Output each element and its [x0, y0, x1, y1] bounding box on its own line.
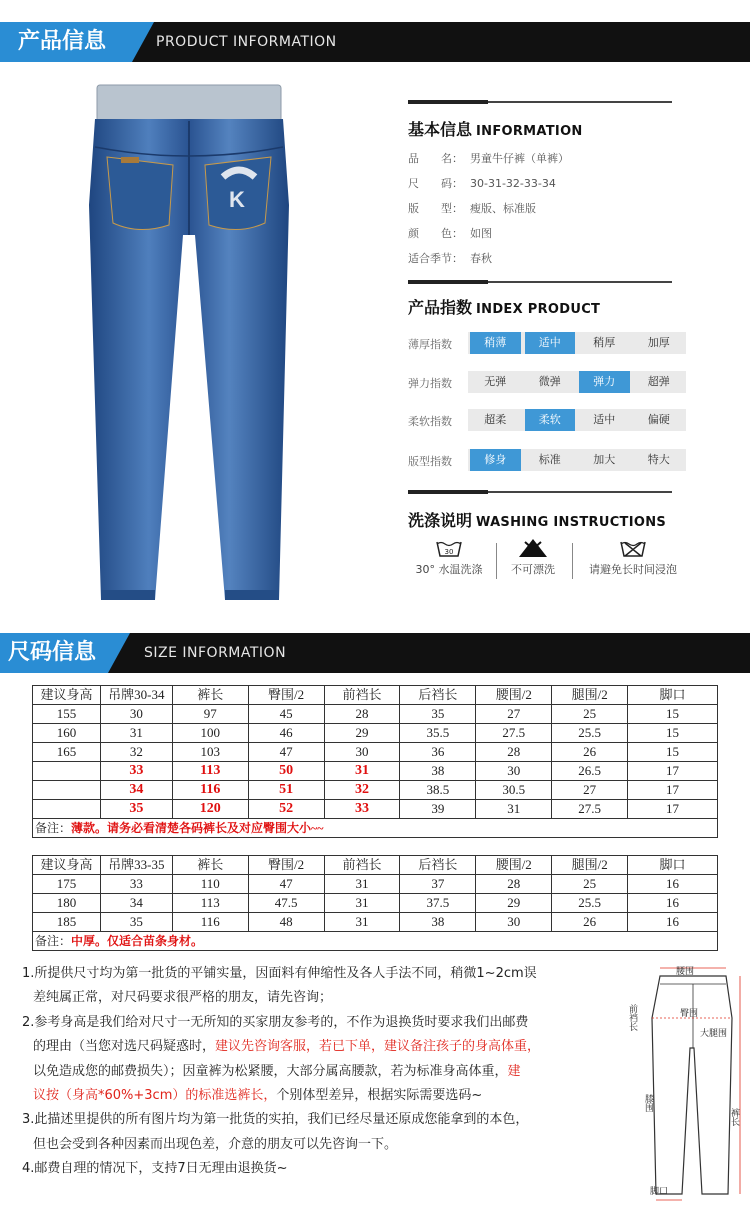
diagram-knee-label: 膝围	[643, 1094, 653, 1112]
table-header-cell: 建议身高	[33, 686, 101, 705]
table-cell: 113	[172, 894, 248, 913]
table-cell: 28	[476, 743, 552, 762]
index-row	[408, 332, 690, 354]
table-row	[33, 762, 718, 781]
table-header-cell: 后裆长	[400, 856, 476, 875]
table-header-cell: 裤长	[172, 686, 248, 705]
table-cell: 116	[172, 913, 248, 932]
table-cell: 30.5	[476, 781, 552, 800]
table-cell: 33	[100, 762, 172, 781]
table-cell: 38.5	[400, 781, 476, 800]
table-note-row	[33, 932, 718, 951]
table-row	[33, 781, 718, 800]
table-cell: 113	[172, 762, 248, 781]
index-option: 偏硬	[647, 413, 670, 426]
size-info-title: 尺码信息	[0, 633, 108, 673]
diagram-thigh-label: 大腿围	[700, 1029, 728, 1039]
index-option: 加厚	[647, 336, 670, 349]
table-header-cell: 腿围/2	[552, 856, 628, 875]
note-highlight: 建	[507, 1063, 521, 1079]
wash-30-icon	[435, 538, 463, 558]
size-table-medium	[32, 855, 718, 951]
index-row-label: 薄厚指数	[408, 338, 452, 351]
table-cell: 32	[324, 781, 400, 800]
table-row	[33, 800, 718, 819]
table-cell: 30	[476, 762, 552, 781]
index-options	[468, 409, 686, 431]
basic-info-title	[408, 117, 583, 140]
table-cell: 26	[552, 913, 628, 932]
measurement-diagram	[627, 958, 746, 1204]
table-cell: 28	[476, 875, 552, 894]
info-key: 版 型：	[408, 202, 463, 215]
table-cell: 35	[100, 800, 172, 819]
note-1	[22, 962, 630, 985]
table-cell: 17	[628, 781, 718, 800]
note-text: 个别体型差异，根据实际需要选码~	[276, 1088, 483, 1104]
washing-title-en: WASHING INSTRUCTIONS	[476, 515, 667, 530]
note-text: 2.参考身高是我们给对尺寸一无所知的买家朋友参考的，不作为退换货时要求我们出邮费	[22, 1014, 529, 1030]
table-cell: 175	[33, 875, 101, 894]
table-header-cell: 腰围/2	[476, 686, 552, 705]
table-cell: 38	[400, 913, 476, 932]
divider	[408, 281, 672, 283]
table-cell: 25	[552, 705, 628, 724]
table-cell: 47	[248, 743, 324, 762]
table-cell: 36	[400, 743, 476, 762]
note-2	[22, 1011, 630, 1034]
table-header-row	[33, 856, 718, 875]
jeans-product-image	[75, 85, 305, 605]
index-row	[408, 449, 690, 471]
table-header-cell: 前裆长	[324, 686, 400, 705]
index-options	[468, 332, 686, 354]
table-cell: 50	[248, 762, 324, 781]
note-label: 备注：	[35, 934, 72, 948]
table-cell: 16	[628, 894, 718, 913]
table-header-cell: 臀围/2	[248, 856, 324, 875]
note-2-cont	[22, 1035, 630, 1058]
table-cell: 165	[33, 743, 101, 762]
table-cell: 29	[476, 894, 552, 913]
table-cell: 26.5	[552, 762, 628, 781]
note-highlight: 议按（身高*60%+3cm）的标准选裤长，	[33, 1088, 277, 1104]
note-2-cont	[22, 1060, 630, 1083]
table-cell: 34	[100, 781, 172, 800]
note-4	[22, 1157, 630, 1180]
index-row	[408, 371, 690, 393]
info-row-fit	[408, 200, 536, 216]
table-header-row	[33, 686, 718, 705]
info-value: 如图	[470, 227, 492, 240]
product-info-title-en: PRODUCT INFORMATION	[156, 34, 337, 50]
no-bleach-item	[503, 538, 563, 577]
index-title-en: INDEX PRODUCT	[476, 302, 601, 317]
note-text: 1.所提供尺寸均为第一批货的平铺实量，因面料有伸缩性及各人手法不同，稍微1~2cm误	[22, 966, 537, 981]
table-cell: 27.5	[476, 724, 552, 743]
table-header-cell: 后裆长	[400, 686, 476, 705]
table-cell: 116	[172, 781, 248, 800]
table-cell: 45	[248, 705, 324, 724]
index-row-label: 弹力指数	[408, 377, 452, 390]
table-cell: 30	[100, 705, 172, 724]
table-cell: 25.5	[552, 724, 628, 743]
table-cell: 37	[400, 875, 476, 894]
table-cell: 17	[628, 762, 718, 781]
divider	[572, 543, 573, 579]
index-product-title	[408, 295, 600, 318]
table-cell: 100	[172, 724, 248, 743]
table-cell: 25	[552, 875, 628, 894]
index-option: 超弹	[647, 375, 670, 388]
table-header-cell: 腰围/2	[476, 856, 552, 875]
diagram-front-rise-label: 前裆长	[627, 1004, 637, 1031]
table-header-cell: 前裆长	[324, 856, 400, 875]
table-cell: 31	[324, 875, 400, 894]
table-cell: 15	[628, 724, 718, 743]
note-text: 但也会受到各种因素而出现色差，介意的朋友可以先咨询一下。	[33, 1136, 398, 1152]
index-option: 稍薄	[470, 332, 521, 354]
table-cell: 31	[324, 762, 400, 781]
size-info-banner	[0, 633, 750, 673]
table-cell: 35	[100, 913, 172, 932]
table-note	[33, 819, 718, 838]
table-cell: 27	[552, 781, 628, 800]
info-row-size	[408, 175, 556, 191]
index-title-cn: 产品指数	[408, 298, 473, 317]
table-cell: 52	[248, 800, 324, 819]
no-soak-label: 请避免长时间浸泡	[589, 563, 677, 576]
table-cell: 28	[324, 705, 400, 724]
table-cell: 15	[628, 705, 718, 724]
info-row-color	[408, 225, 492, 241]
table-cell: 31	[476, 800, 552, 819]
no-bleach-label: 不可漂洗	[511, 563, 555, 576]
table-cell: 30	[476, 913, 552, 932]
table-header-cell: 臀围/2	[248, 686, 324, 705]
table-cell: 39	[400, 800, 476, 819]
table-cell: 25.5	[552, 894, 628, 913]
table-cell: 32	[100, 743, 172, 762]
info-row-season	[408, 250, 492, 266]
table-header-cell: 腿围/2	[552, 686, 628, 705]
table-cell: 37.5	[400, 894, 476, 913]
table-cell: 103	[172, 743, 248, 762]
table-cell	[33, 781, 101, 800]
basic-info-title-en: INFORMATION	[476, 124, 583, 139]
note-highlight: 中厚。仅适合苗条身材。	[71, 934, 204, 948]
index-row	[408, 409, 690, 431]
table-note-row	[33, 819, 718, 838]
table-cell: 27	[476, 705, 552, 724]
table-cell: 26	[552, 743, 628, 762]
index-option: 适中	[593, 413, 616, 426]
index-options	[468, 371, 686, 393]
table-note	[33, 932, 718, 951]
table-cell	[33, 762, 101, 781]
note-text: 4.邮费自理的情况下，支持7日无理由退换货~	[22, 1161, 288, 1177]
note-3	[22, 1108, 630, 1131]
diagram-hip-label: 臀围	[680, 1009, 699, 1019]
size-table-thin	[32, 685, 718, 838]
index-option: 稍厚	[593, 336, 616, 349]
wash-temp-badge: 30	[444, 548, 454, 556]
info-value: 男童牛仔裤（单裤）	[470, 152, 569, 165]
table-cell: 160	[33, 724, 101, 743]
info-value: 瘦版、标准版	[470, 202, 536, 215]
table-header-cell: 裤长	[172, 856, 248, 875]
index-option: 无弹	[484, 375, 507, 388]
diagram-hem-label: 脚口	[650, 1187, 669, 1197]
note-text: 差纯属正常，对尺码要求很严格的朋友，请先咨询；	[33, 990, 333, 1006]
table-row	[33, 913, 718, 932]
no-soak-icon	[619, 538, 647, 558]
note-text: 3.此描述里提供的所有图片均为第一批货的实拍，我们已经尽量还原成您能拿到的本色，	[22, 1112, 529, 1128]
table-row	[33, 894, 718, 913]
table-cell: 185	[33, 913, 101, 932]
table-cell: 97	[172, 705, 248, 724]
index-options	[468, 449, 686, 471]
note-text: 以免造成您的邮费损失）；因童裤为松紧腰，大部分属高腰款，若为标准身高体重，	[33, 1063, 508, 1079]
table-cell: 48	[248, 913, 324, 932]
index-option: 适中	[525, 332, 576, 354]
info-row-name	[408, 150, 569, 166]
table-cell: 31	[324, 894, 400, 913]
washing-title	[408, 508, 666, 531]
table-cell: 51	[248, 781, 324, 800]
table-header-cell: 吊牌30-34	[100, 686, 172, 705]
wash-30-item	[404, 538, 494, 577]
table-cell: 29	[324, 724, 400, 743]
info-key: 尺 码：	[408, 177, 463, 190]
note-text: 的理由（当您对选尺码疑惑时，	[33, 1039, 216, 1055]
table-row	[33, 875, 718, 894]
table-cell: 35	[400, 705, 476, 724]
no-bleach-icon	[518, 538, 548, 558]
table-header-cell: 脚口	[628, 856, 718, 875]
index-row-label: 版型指数	[408, 455, 452, 468]
diagram-length-label: 裤长	[729, 1108, 739, 1126]
table-cell: 47.5	[248, 894, 324, 913]
table-cell: 35.5	[400, 724, 476, 743]
table-cell	[33, 800, 101, 819]
table-row	[33, 724, 718, 743]
table-header-cell: 吊牌33-35	[100, 856, 172, 875]
no-soak-item	[582, 538, 684, 577]
info-key: 适合季节：	[408, 252, 463, 265]
note-1-cont	[22, 986, 630, 1009]
index-option: 柔软	[525, 409, 576, 431]
index-option: 加大	[593, 453, 616, 466]
index-option: 特大	[647, 453, 670, 466]
wash-30-label: 30° 水温洗涤	[415, 563, 483, 576]
note-2-cont	[22, 1084, 630, 1107]
table-cell: 110	[172, 875, 248, 894]
basic-info-title-cn: 基本信息	[408, 120, 473, 139]
table-cell: 38	[400, 762, 476, 781]
table-cell: 17	[628, 800, 718, 819]
index-option: 标准	[538, 453, 561, 466]
note-highlight: 薄款。请务必看清楚各码裤长及对应臀围大小~~	[71, 821, 324, 835]
table-cell: 120	[172, 800, 248, 819]
table-cell: 155	[33, 705, 101, 724]
table-cell: 30	[324, 743, 400, 762]
table-cell: 31	[324, 913, 400, 932]
divider	[408, 491, 672, 493]
info-key: 品 名：	[408, 152, 463, 165]
table-cell: 47	[248, 875, 324, 894]
table-row	[33, 743, 718, 762]
table-cell: 34	[100, 894, 172, 913]
note-3-cont	[22, 1133, 630, 1156]
index-option: 微弹	[538, 375, 561, 388]
diagram-waist-label: 腰围	[676, 967, 695, 977]
info-key: 颜 色：	[408, 227, 463, 240]
svg-text:K: K	[229, 187, 245, 212]
index-option: 超柔	[484, 413, 507, 426]
washing-title-cn: 洗涤说明	[408, 511, 473, 530]
table-cell: 46	[248, 724, 324, 743]
table-header-cell: 脚口	[628, 686, 718, 705]
index-option: 弹力	[579, 371, 630, 393]
note-label: 备注：	[35, 821, 72, 835]
divider	[408, 101, 672, 103]
table-cell: 33	[100, 875, 172, 894]
size-info-title-en: SIZE INFORMATION	[144, 645, 287, 661]
table-cell: 180	[33, 894, 101, 913]
index-option: 修身	[470, 449, 521, 471]
table-cell: 16	[628, 875, 718, 894]
info-value: 春秋	[470, 252, 492, 265]
table-cell: 15	[628, 743, 718, 762]
table-row	[33, 705, 718, 724]
product-info-banner	[0, 22, 750, 62]
info-value: 30-31-32-33-34	[470, 177, 556, 190]
size-notes	[22, 962, 630, 1182]
product-info-title: 产品信息	[0, 22, 132, 62]
note-highlight: 建议先咨询客服，若已下单，建议备注孩子的身高体重，	[215, 1039, 541, 1055]
table-cell: 27.5	[552, 800, 628, 819]
table-cell: 31	[100, 724, 172, 743]
table-cell: 33	[324, 800, 400, 819]
table-header-cell: 建议身高	[33, 856, 101, 875]
index-row-label: 柔软指数	[408, 415, 452, 428]
table-cell: 16	[628, 913, 718, 932]
divider	[496, 543, 497, 579]
